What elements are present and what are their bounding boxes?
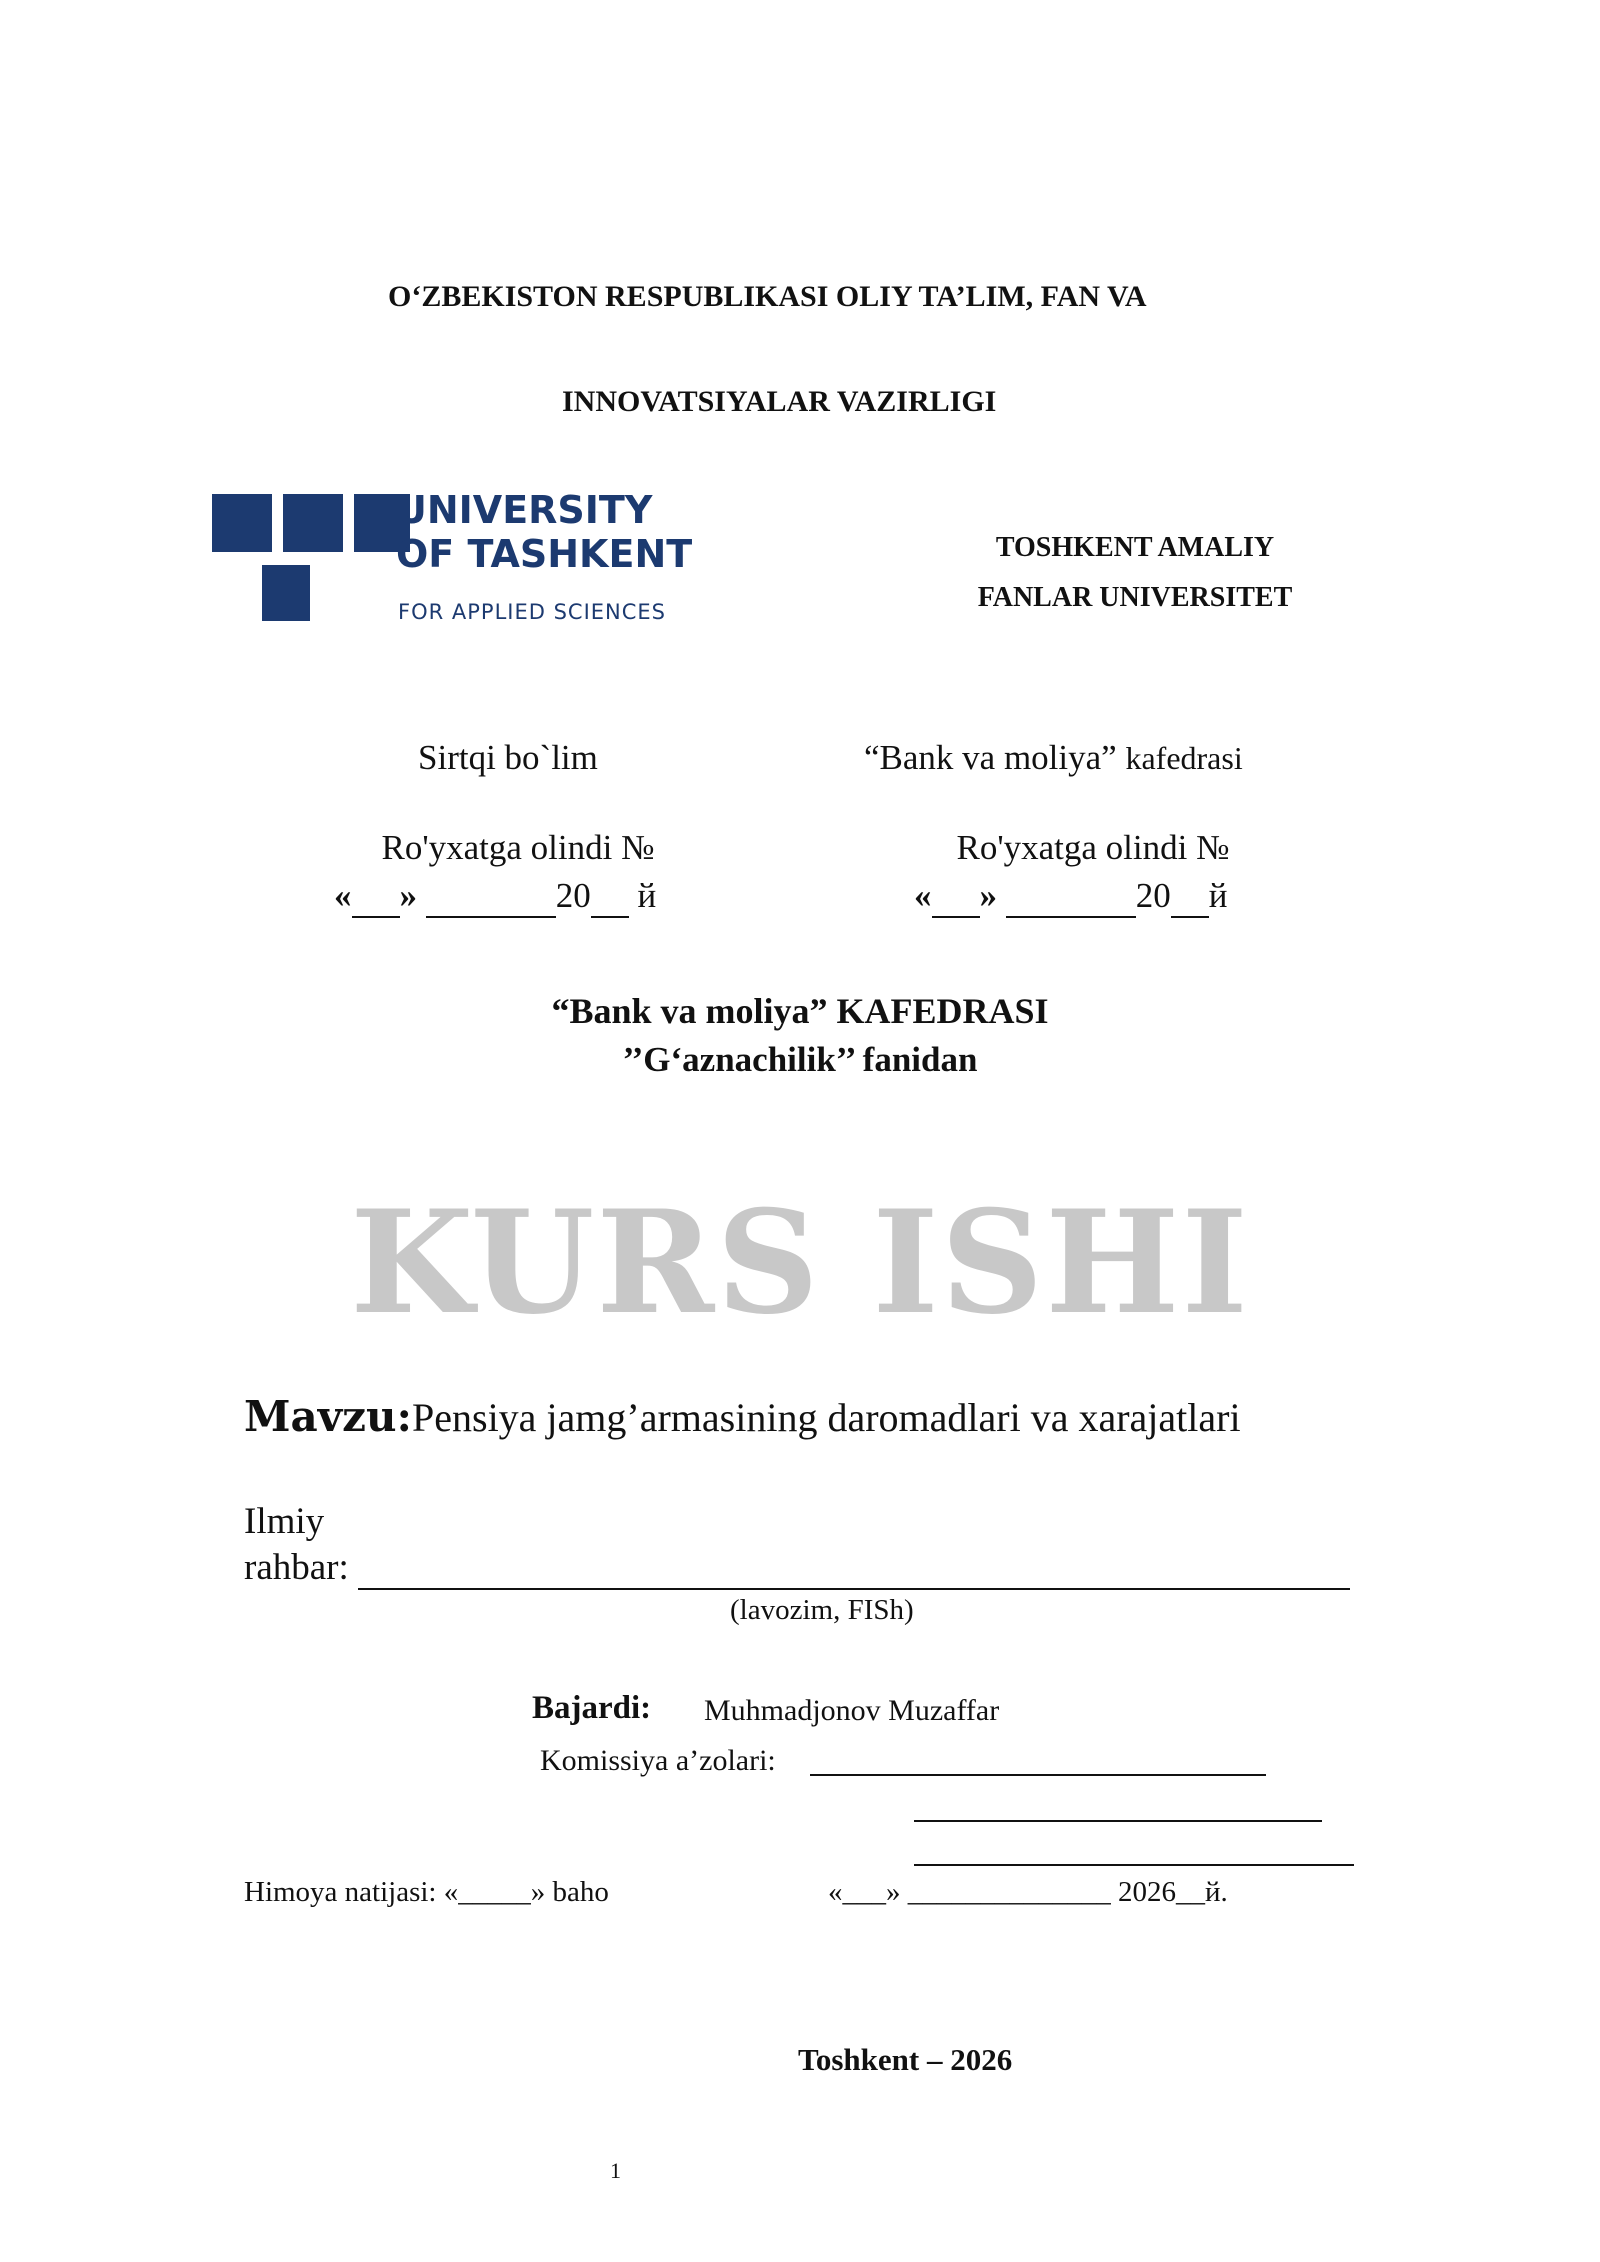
reg-right-suffix: й — [1208, 876, 1228, 915]
place-year: Toshkent – 2026 — [798, 2042, 1013, 2077]
reg-left-open-quote: « — [334, 876, 352, 915]
defense-date: «___» ______________ 2026__й. — [828, 1876, 1228, 1908]
commission-line-2 — [914, 1820, 1322, 1822]
logo-block-4 — [262, 565, 310, 621]
reg-right-year-blank — [1171, 876, 1209, 918]
department-right-suffix: kafedrasi — [1125, 740, 1243, 776]
logo-block-1 — [212, 494, 272, 552]
reg-left-day-blank — [352, 876, 400, 918]
reg-right-close-quote: » — [979, 876, 997, 915]
university-line2: FANLAR UNIVERSITET — [977, 582, 1293, 613]
reg-left-year-blank — [591, 876, 629, 918]
university-line1: TOSHKENT AMALIY — [995, 532, 1275, 563]
commission-line-3 — [914, 1864, 1354, 1866]
supervisor-label-line2: rahbar: — [244, 1547, 349, 1588]
reg-left-close-quote: » — [399, 876, 417, 915]
registration-left-date — [334, 876, 656, 918]
reg-left-year-prefix: 20 — [555, 876, 591, 915]
supervisor-label-line1: Ilmiy — [244, 1501, 325, 1542]
topic-title: Pensiya jamg’armasining daromadlari va xarajatlari — [412, 1395, 1241, 1440]
reg-left-month-blank — [426, 876, 556, 918]
logo-text-line1: UNIVERSITY — [396, 488, 653, 532]
reg-right-day-blank — [932, 876, 980, 918]
ministry-line1: O‘ZBEKISTON RESPUBLIKASI OLIY TA’LIM, FAN VA — [388, 280, 1147, 313]
author-label: Bajardi: — [532, 1690, 652, 1726]
department-right — [864, 738, 1243, 778]
topic-line — [244, 1392, 1241, 1441]
registration-right-label: Ro'yxatga olindi № — [956, 828, 1230, 867]
ministry-line2: INNOVATSIYALAR VAZIRLIGI — [562, 385, 997, 418]
course-department: “Bank va moliya” KAFEDRASI — [551, 991, 1049, 1031]
author-name: Muhmadjonov Muzaffar — [704, 1694, 1000, 1727]
registration-left-label: Ro'yxatga olindi № — [381, 828, 655, 867]
commission-line-1 — [810, 1774, 1266, 1776]
page-number: 1 — [610, 2158, 621, 2183]
registration-right-date — [914, 876, 1227, 918]
commission-label: Komissiya a’zolari: — [540, 1744, 776, 1777]
supervisor-hint: (lavozim, FISh) — [730, 1594, 914, 1626]
reg-right-open-quote: « — [914, 876, 932, 915]
reg-right-month-blank — [1006, 876, 1136, 918]
topic-label: Mavzu: — [244, 1392, 412, 1441]
logo-text-line3: FOR APPLIED SCIENCES — [398, 600, 667, 624]
logo-block-2 — [283, 494, 343, 552]
logo-text-line2: OF TASHKENT — [396, 532, 693, 576]
course-subject: ’’G‘aznachilik’’ fanidan — [622, 1040, 978, 1079]
reg-right-year-prefix: 20 — [1135, 876, 1171, 915]
defense-result: Himoya natijasi: «_____» baho — [244, 1876, 609, 1908]
supervisor-name-line — [358, 1588, 1350, 1590]
department-right-name: “Bank va moliya” — [864, 738, 1117, 777]
watermark-title: KURS ISHI — [350, 1180, 1250, 1346]
department-left: Sirtqi bo`lim — [418, 738, 598, 777]
reg-left-suffix: й — [637, 876, 657, 915]
